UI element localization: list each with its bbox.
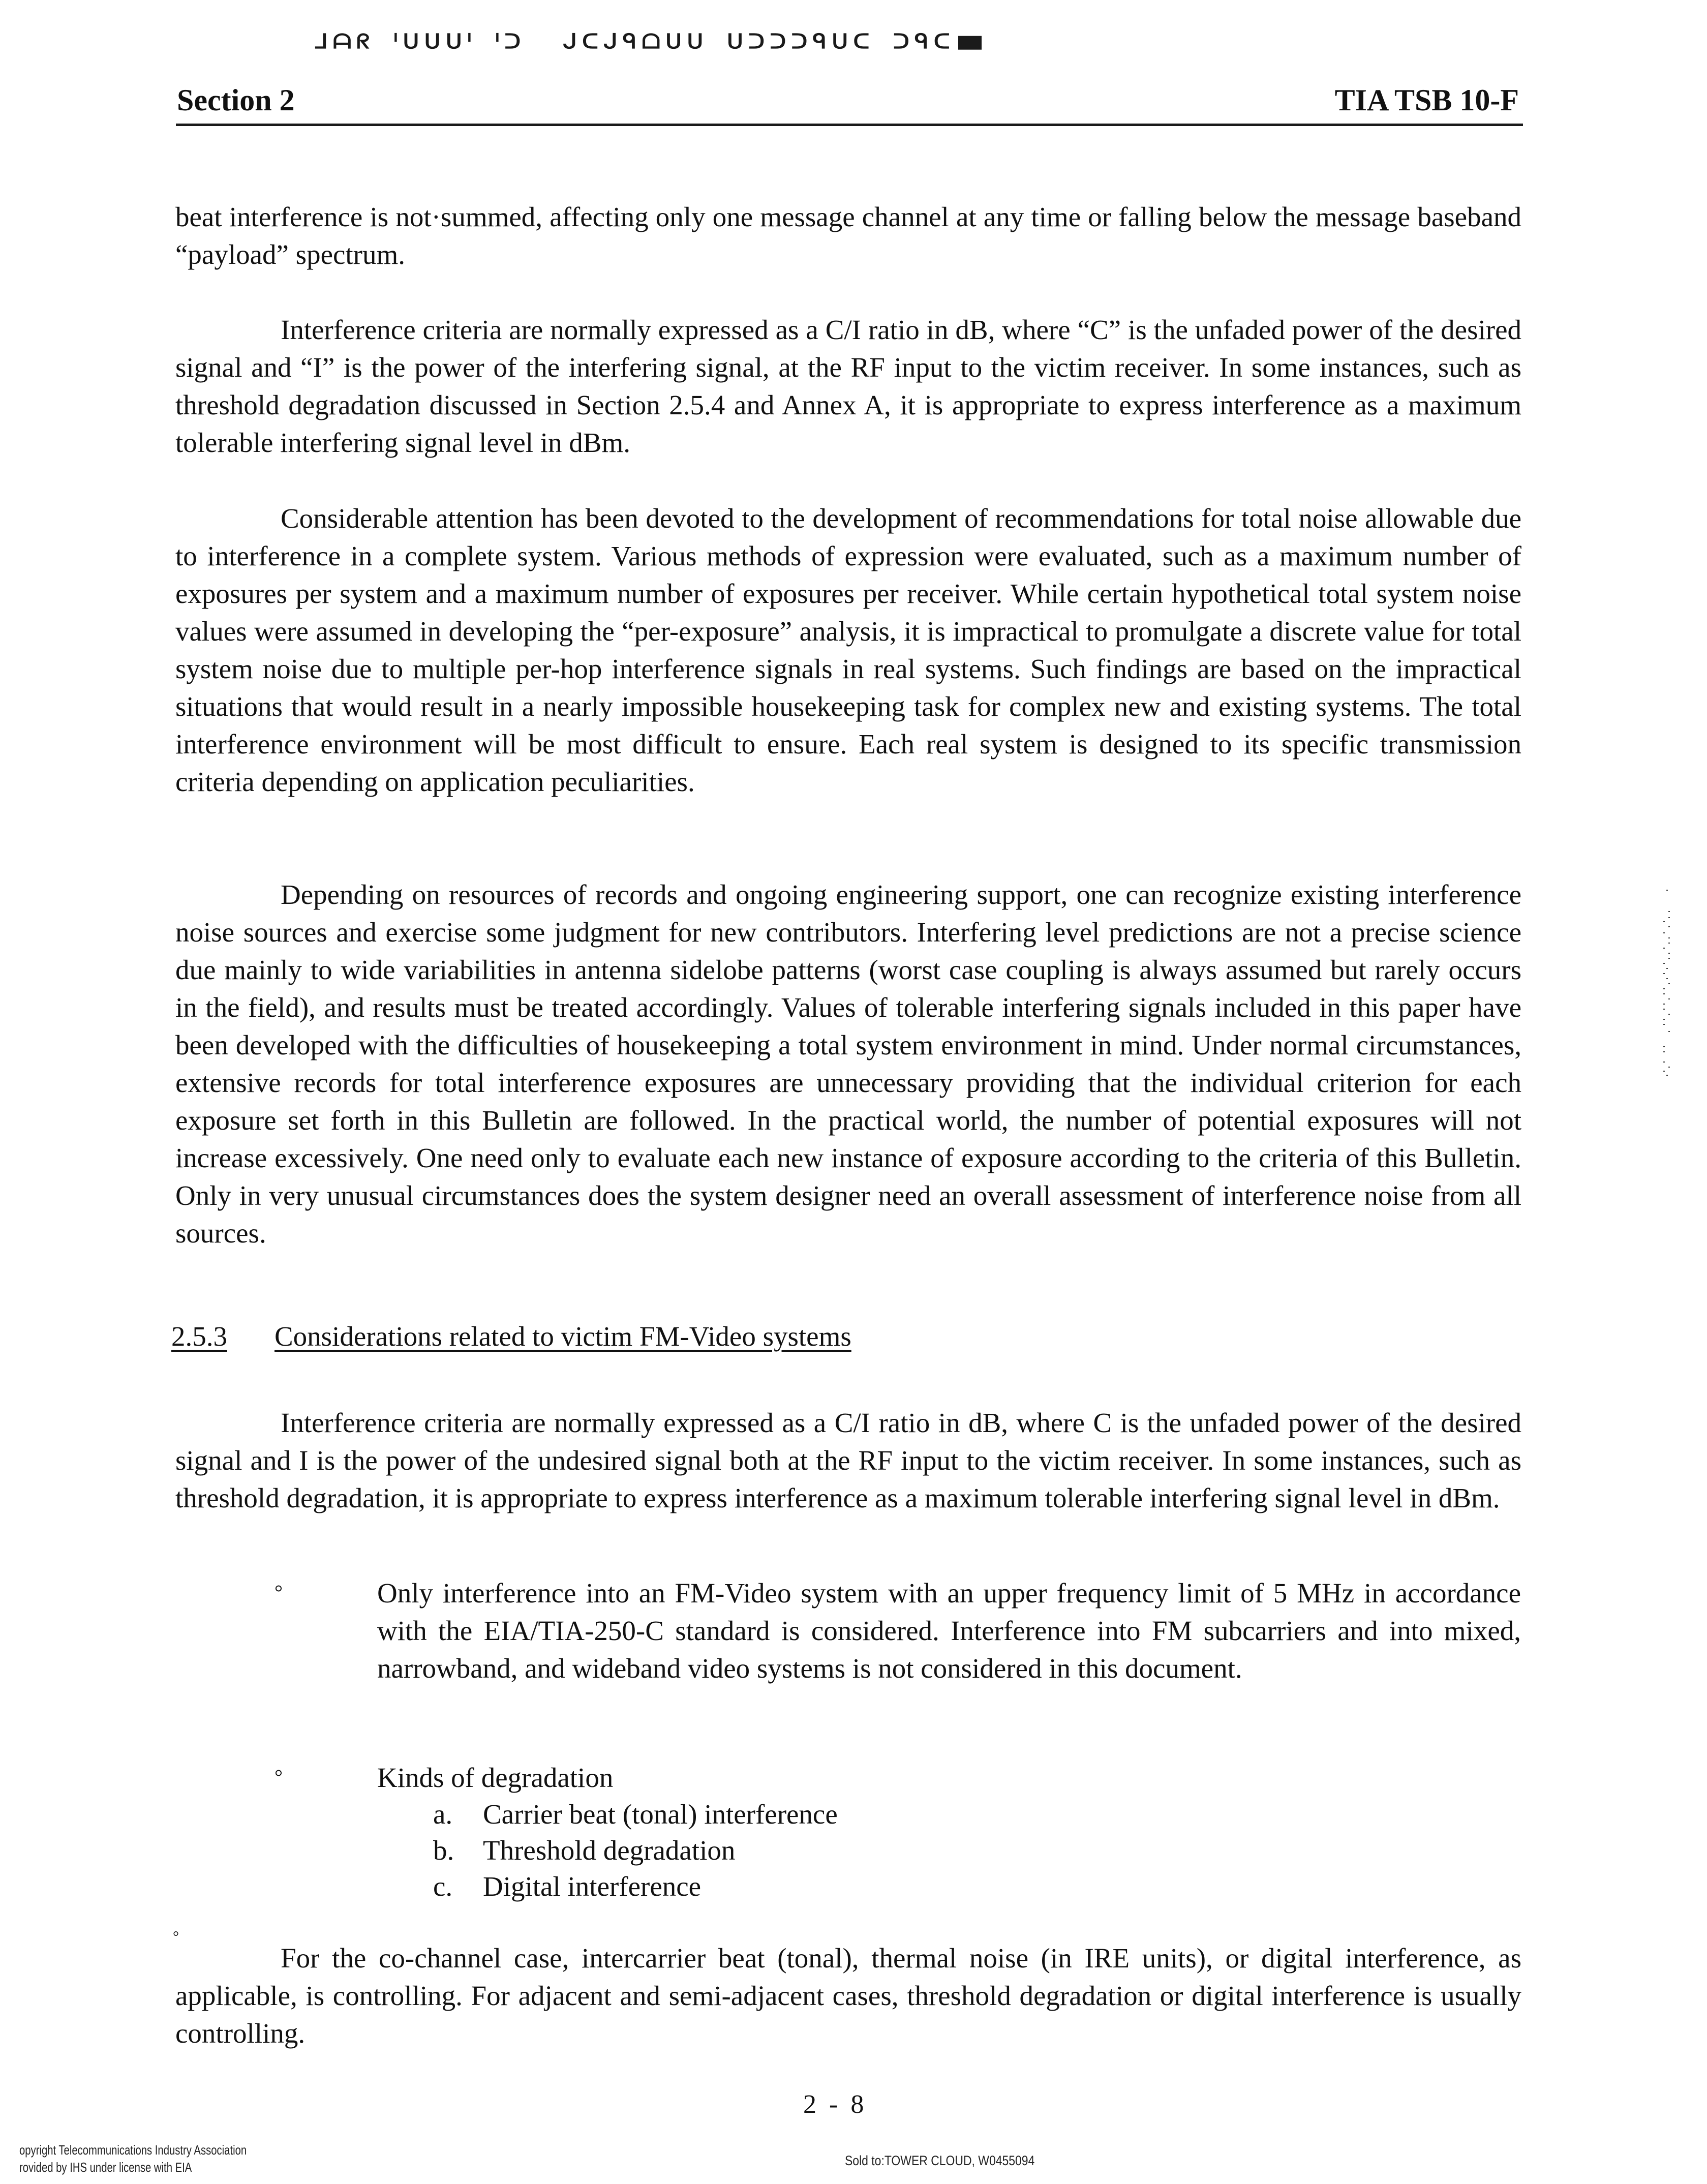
fax-block-mark [958, 36, 982, 50]
page-number: 2 - 8 [803, 2090, 867, 2119]
body-paragraph-ci-criteria: Interference criteria are normally expressed as a C/I ratio in dB, where “C” is the unfaded power of the desired signal and “I” is the power of the interfering signal, at the RF input to the victim receiver. In some instances, such as threshold degradation discussed in Section 2.5.4 and Annex A, it is appropriate to express interference as a maximum tolerable interfering signal level in dBm. [175, 314, 1521, 458]
degradation-kind-letter: a. [433, 1799, 453, 1830]
bullet-marker: ° [173, 1928, 179, 1945]
section-paragraph: Interference criteria are normally expressed as a C/I ratio in dB, where C is the unfaded power of the desired signal and I is the power of the undesired signal both at the RF input to the victim receiver. In some instances, such as threshold degradation, it is appropriate to express interference as a maximum tolerable interfering signal level in dBm. [175, 1407, 1521, 1513]
fax-header-text: ᒧᗩᖇ ᑊᑌᑌᑌᑊ ᑊᑐ ᒍᑕᒍᑫᗝᑌᑌ ᑌᑐᑐᑐᑫᑌᑕ ᑐᑫᑕ [314, 30, 955, 53]
header-section-label: Section 2 [177, 83, 295, 117]
degradation-kind-label: Carrier beat (tonal) interference [483, 1799, 838, 1830]
section-heading [171, 1318, 851, 1355]
bullet-marker: ° [275, 1581, 283, 1603]
section-heading-number: 2.5.3 [171, 1321, 227, 1352]
degradation-kind-letter: b. [433, 1835, 454, 1866]
bullet-item-scope: Only interference into an FM-Video system with an upper frequency limit of 5 MHz in accordance with the EIA/TIA-250-C standard is considered. Interference into FM subcarriers and into mixed, narrowband, and wideband video systems is not considered in this document. [377, 1578, 1521, 1684]
degradation-kind-letter: c. [433, 1871, 453, 1902]
body-paragraph-records: Depending on resources of records and ongoing engineering support, one can recognize existing interference noise sources and exercise some judgment for new contributors. Interfering level predictions are not a precise science due mainly to wide variabilities in antenna sidelobe patterns (worst case coupling is always assumed but rarely occurs in the field), and results must be treated accordingly. Values of tolerable interfering signals included in this paper have been developed with the difficulties of housekeeping a total system environment in mind. Under normal circumstances, extensive records for total interference exposures are unnecessary providing that the individual criterion for each exposure set forth in this Bulletin are followed. In the practical world, the number of potential exposures will not increase excessively. One need only to evaluate each new instance of exposure according to the criteria of this Bulletin. Only in very unusual circumstances does the system designer need an overall assessment of interference noise from all sources. [175, 879, 1521, 1249]
copyright-line-2: rovided by IHS under license with EIA [19, 2160, 192, 2175]
scan-noise-specks [1663, 885, 1673, 1078]
body-paragraph-total-noise: Considerable attention has been devoted to the development of recommendations for total noise allowable due to interference in a complete system. Various methods of expression were evaluated, such as a maximum number of exposures per system and a maximum number of exposures per receiver. While certain hypothetical total system noise values were assumed in developing the “per-exposure” analysis, it is impractical to promulgate a discrete value for total system noise due to multiple per-hop interference signals in real systems. Such findings are based on the impractical situations that would result in a nearly impossible housekeeping task for complex new and existing systems. The total interference environment will be most difficult to ensure. Each real system is designed to its specific transmission criteria depending on application peculiarities. [175, 503, 1521, 797]
bullet-item-degradation-kinds: Kinds of degradation [377, 1762, 614, 1793]
sold-to-notice: Sold to:TOWER CLOUD, W0455094 [845, 2153, 1035, 2168]
copyright-line-1: opyright Telecommunications Industry Association [19, 2142, 247, 2158]
body-paragraph-continuation: beat interference is not·summed, affecting only one message channel at any time or falling below the message baseband “payload” spectrum. [175, 201, 1521, 270]
closing-paragraph: For the co-channel case, intercarrier beat (tonal), thermal noise (in IRE units), or digital interference, as applicable, is controlling. For adjacent and semi-adjacent cases, threshold degradation or digital interference is usually controlling. [175, 1943, 1521, 2049]
degradation-kind-label: Threshold degradation [483, 1835, 736, 1866]
bullet-marker: ° [275, 1765, 283, 1788]
degradation-kind-label: Digital interference [483, 1871, 702, 1902]
copyright-notice [19, 2141, 247, 2176]
fax-header-strip [277, 10, 985, 53]
header-document-id: TIA TSB 10-F [1334, 83, 1519, 117]
header-rule [176, 124, 1523, 126]
section-heading-title: Considerations related to victim FM-Video systems [275, 1321, 851, 1352]
